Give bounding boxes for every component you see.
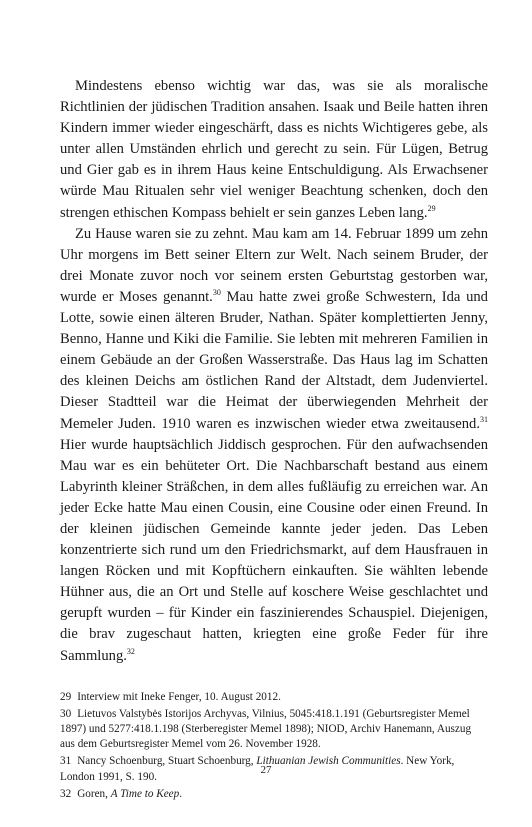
footnote-number: 32 <box>60 787 72 800</box>
book-page <box>60 76 488 803</box>
paragraph-text: Zu Hause waren sie zu zehnt. Mau kam am 14. Februar 1899 um zehn Uhr morgens im Bett seiner Eltern zur Welt. Nach seinem Bruder, der drei Monate zuvor noch vor seinem ersten Geburtstag gestorben war, wurde er Moses genannt. <box>60 225 488 305</box>
footnote-marker: 30 <box>212 287 221 297</box>
footnote-text: . <box>179 787 183 800</box>
footnote-number: 30 <box>60 707 72 720</box>
page-number: 27 <box>260 764 272 776</box>
footnote-text: Nancy Schoenburg, Stuart Schoenburg, <box>77 755 257 768</box>
main-text <box>60 76 488 667</box>
footnote-title: A Time to Keep <box>110 787 180 800</box>
footnote-marker: 32 <box>126 646 135 656</box>
paragraph <box>60 224 488 667</box>
footnote <box>60 707 488 753</box>
footnote-text: Goren, <box>77 787 111 800</box>
paragraph-text: Hier wurde hauptsächlich Jiddisch gesprochen. Für den aufwachsenden Mau war es ein behüteter Ort. Die Nachbarschaft bestand aus einem Labyrinth kleiner Sträßchen, in dem alles fußläufig zu erreichen war. An jeder Ecke hatte Mau einen Cousin, eine Cousine oder einen Freund. In der kleinen jüdischen Gemeinde kannte jeder jeden. Das Leben konzentrierte sich rund um den Friedrichsmarkt, auf dem Hausfrauen in langen Röcken und mit Kopftüchern einkauften. Sie wählten lebende Hühner aus, die an Ort und Stelle auf koschere Weise geschlachtet und gerupft wurden – für Kinder ein faszinierendes Schauspiel. Diejenigen, die brav zugeschaut hatten, kriegten eine große Feder für ihre Sammlung. <box>60 436 488 664</box>
footnote-text: Interview mit Ineke Fenger, 10. August 2012. <box>77 690 281 703</box>
paragraph <box>60 76 488 224</box>
footnote-text: Lietuvos Valstybės Istorijos Archyvas, Vilnius, 5045:418.1.191 (Geburtsregister Memel 1897) und 5277:418.1.198 (Sterberegister Memel 1898); NIOD, Archiv Hanemann, Auszug aus dem Geburtsregister Memel vom 26. November 1928. <box>60 707 472 751</box>
footnote <box>60 690 488 705</box>
footnote <box>60 787 488 802</box>
footnote-marker: 31 <box>480 414 488 424</box>
footnote-text: . New York, London 1991, S. 190. <box>60 755 455 783</box>
paragraph-text: Mau hatte zwei große Schwestern, Ida und Lotte, sowie einen älteren Bruder, Nathan. Später komplettierten Jenny, Benno, Hanne und Kiki die Familie. Sie lebten mit mehreren Familien in einem Gebäude an der Großen Wasserstraße. Das Haus lag im Schatten des kleinen Deichs am östlichen Rand der Altstadt, dem Judenviertel. Dieser Stadtteil war die Heimat der überwiegenden Mehrheit der Memeler Juden. 1910 waren es inzwischen wieder etwa zweitausend. <box>60 288 488 432</box>
footnotes <box>60 690 488 802</box>
footnote-number: 29 <box>60 690 72 703</box>
footnote-number: 31 <box>60 755 72 768</box>
paragraph-text: Mindestens ebenso wichtig war das, was sie als moralische Richtlinien der jüdischen Tradition ansahen. Isaak und Beile hatten ihren Kindern immer wieder eingeschärft, dass es nichts Wichtigeres gebe, als unter allen Umständen ehrlich und gerecht zu sein. Für Lügen, Betrug und Gier gab es in ihrem Haus keine Entschuldigung. Als Erwachsener würde Mau Ritualen sehr viel weniger Beachtung schenken, doch den strengen ethischen Kompass behielt er sein ganzes Leben lang. <box>60 78 488 221</box>
footnote-marker: 29 <box>427 203 436 213</box>
footnote-title: Lithuanian Jewish Communities <box>256 755 401 768</box>
